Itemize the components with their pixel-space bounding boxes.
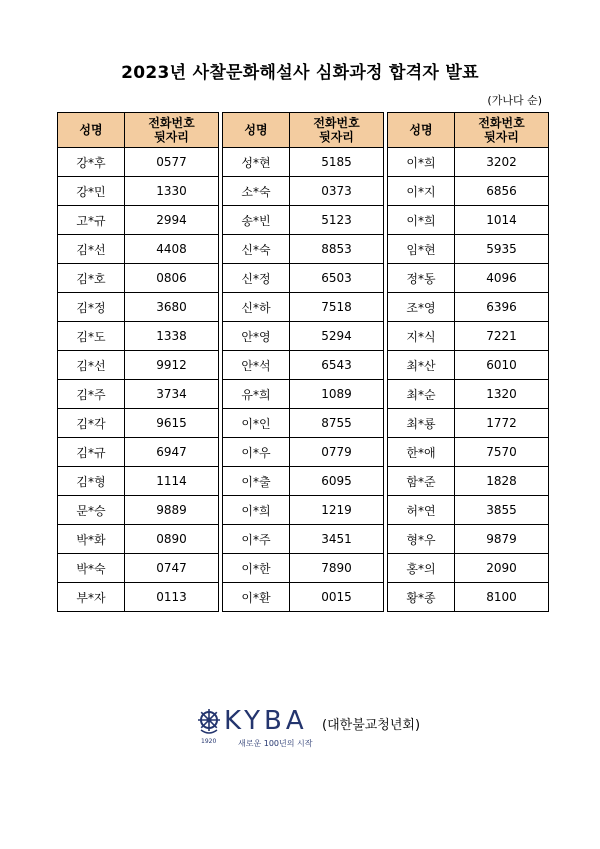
phone-header	[290, 113, 384, 148]
phone-last-digits: 8853	[290, 235, 384, 264]
table-row	[58, 525, 219, 554]
table-row	[223, 148, 384, 177]
founding-year: 1920	[201, 738, 217, 745]
applicant-name: 김*정	[58, 293, 125, 322]
phone-last-digits: 6396	[455, 293, 549, 322]
applicant-name: 이*우	[223, 438, 290, 467]
phone-header	[455, 113, 549, 148]
applicant-name: 문*승	[58, 496, 125, 525]
phone-last-digits: 7221	[455, 322, 549, 351]
name-header: 성명	[223, 113, 290, 148]
applicant-name: 이*주	[223, 525, 290, 554]
table-row	[223, 583, 384, 612]
applicant-name: 이*인	[223, 409, 290, 438]
table-row	[388, 583, 549, 612]
table-row	[223, 235, 384, 264]
applicant-name: 함*준	[388, 467, 455, 496]
kyba-logo	[192, 700, 432, 750]
applicant-name: 이*환	[223, 583, 290, 612]
organization-name: (대한불교청년회)	[322, 718, 421, 733]
table-row	[223, 409, 384, 438]
applicant-name: 황*종	[388, 583, 455, 612]
phone-last-digits: 1014	[455, 206, 549, 235]
phone-last-digits: 0015	[290, 583, 384, 612]
table-row	[58, 409, 219, 438]
table-row	[388, 322, 549, 351]
table-row	[58, 554, 219, 583]
phone-last-digits: 1219	[290, 496, 384, 525]
applicant-name: 고*규	[58, 206, 125, 235]
phone-last-digits: 6010	[455, 351, 549, 380]
applicant-name: 박*숙	[58, 554, 125, 583]
table-row	[58, 467, 219, 496]
applicant-name: 강*후	[58, 148, 125, 177]
table-header-row	[223, 113, 384, 148]
table-row	[223, 525, 384, 554]
applicant-name: 지*식	[388, 322, 455, 351]
applicant-name: 김*도	[58, 322, 125, 351]
table-row	[223, 554, 384, 583]
applicant-name: 김*호	[58, 264, 125, 293]
table-row	[223, 380, 384, 409]
applicant-name: 박*화	[58, 525, 125, 554]
phone-last-digits: 7570	[455, 438, 549, 467]
applicant-name: 유*희	[223, 380, 290, 409]
table-row	[388, 177, 549, 206]
table-row	[388, 293, 549, 322]
phone-last-digits: 1828	[455, 467, 549, 496]
applicant-name: 안*영	[223, 322, 290, 351]
phone-last-digits: 0577	[125, 148, 219, 177]
applicant-name: 이*희	[388, 206, 455, 235]
table-row	[58, 206, 219, 235]
table-row	[58, 380, 219, 409]
applicant-name: 신*정	[223, 264, 290, 293]
phone-header-line2: 뒷자리	[319, 130, 354, 144]
applicant-name: 홍*의	[388, 554, 455, 583]
table-row	[388, 554, 549, 583]
phone-header	[125, 113, 219, 148]
phone-last-digits: 1330	[125, 177, 219, 206]
applicant-name: 이*한	[223, 554, 290, 583]
phone-last-digits: 4096	[455, 264, 549, 293]
phone-last-digits: 3202	[455, 148, 549, 177]
roster-table-1	[57, 112, 219, 612]
table-row	[388, 206, 549, 235]
table-row	[223, 467, 384, 496]
roster-table-3	[387, 112, 549, 612]
name-header: 성명	[58, 113, 125, 148]
table-row	[388, 351, 549, 380]
phone-last-digits: 3734	[125, 380, 219, 409]
table-row	[58, 293, 219, 322]
applicant-name: 이*희	[223, 496, 290, 525]
phone-last-digits: 3451	[290, 525, 384, 554]
phone-last-digits: 2994	[125, 206, 219, 235]
table-row	[58, 148, 219, 177]
phone-last-digits: 1114	[125, 467, 219, 496]
table-row	[58, 351, 219, 380]
phone-last-digits: 5935	[455, 235, 549, 264]
phone-last-digits: 1772	[455, 409, 549, 438]
applicant-name: 이*희	[388, 148, 455, 177]
phone-last-digits: 0747	[125, 554, 219, 583]
table-row	[388, 467, 549, 496]
phone-last-digits: 9912	[125, 351, 219, 380]
phone-last-digits: 1320	[455, 380, 549, 409]
kyba-wordmark: KYBA	[224, 706, 308, 736]
phone-last-digits: 9879	[455, 525, 549, 554]
table-row	[388, 264, 549, 293]
applicant-name: 이*지	[388, 177, 455, 206]
phone-last-digits: 6503	[290, 264, 384, 293]
table-row	[58, 583, 219, 612]
phone-header-line2: 뒷자리	[154, 130, 189, 144]
applicant-name: 최*룡	[388, 409, 455, 438]
phone-last-digits: 5294	[290, 322, 384, 351]
applicant-name: 송*빈	[223, 206, 290, 235]
table-row	[223, 322, 384, 351]
phone-last-digits: 3855	[455, 496, 549, 525]
table-header-row	[58, 113, 219, 148]
phone-last-digits: 0779	[290, 438, 384, 467]
table-row	[58, 177, 219, 206]
applicant-name: 신*숙	[223, 235, 290, 264]
applicant-name: 김*선	[58, 235, 125, 264]
phone-last-digits: 7890	[290, 554, 384, 583]
table-row	[223, 496, 384, 525]
table-row	[388, 148, 549, 177]
applicant-name: 김*형	[58, 467, 125, 496]
phone-last-digits: 9889	[125, 496, 219, 525]
phone-last-digits: 3680	[125, 293, 219, 322]
table-row	[388, 235, 549, 264]
phone-last-digits: 2090	[455, 554, 549, 583]
table-row	[58, 438, 219, 467]
applicant-name: 조*영	[388, 293, 455, 322]
page-title: 2023년 사찰문화해설사 심화과정 합격자 발표	[121, 63, 479, 83]
phone-last-digits: 0890	[125, 525, 219, 554]
phone-last-digits: 9615	[125, 409, 219, 438]
phone-last-digits: 6947	[125, 438, 219, 467]
phone-header-line1: 전화번호	[148, 116, 195, 130]
phone-last-digits: 1089	[290, 380, 384, 409]
table-row	[58, 322, 219, 351]
slogan: 새로운 100년의 시작	[238, 739, 313, 748]
table-row	[58, 235, 219, 264]
applicant-name: 최*순	[388, 380, 455, 409]
phone-last-digits: 0373	[290, 177, 384, 206]
applicant-name: 성*현	[223, 148, 290, 177]
phone-last-digits: 5123	[290, 206, 384, 235]
applicant-name: 김*규	[58, 438, 125, 467]
table-row	[223, 264, 384, 293]
applicant-name: 부*자	[58, 583, 125, 612]
table-row	[388, 525, 549, 554]
table-header-row	[388, 113, 549, 148]
dharma-wheel-icon	[198, 708, 220, 736]
applicant-name: 정*동	[388, 264, 455, 293]
phone-header-line1: 전화번호	[313, 116, 360, 130]
phone-header-line1: 전화번호	[478, 116, 525, 130]
applicant-name: 형*우	[388, 525, 455, 554]
phone-header-line2: 뒷자리	[484, 130, 519, 144]
phone-last-digits: 7518	[290, 293, 384, 322]
name-header: 성명	[388, 113, 455, 148]
phone-last-digits: 8100	[455, 583, 549, 612]
applicant-name: 강*민	[58, 177, 125, 206]
table-row	[388, 496, 549, 525]
phone-last-digits: 1338	[125, 322, 219, 351]
table-row	[388, 409, 549, 438]
table-row	[58, 264, 219, 293]
phone-last-digits: 5185	[290, 148, 384, 177]
phone-last-digits: 6856	[455, 177, 549, 206]
applicant-name: 허*연	[388, 496, 455, 525]
applicant-name: 김*각	[58, 409, 125, 438]
phone-last-digits: 0806	[125, 264, 219, 293]
table-row	[58, 496, 219, 525]
applicant-name: 이*출	[223, 467, 290, 496]
table-row	[223, 293, 384, 322]
phone-last-digits: 4408	[125, 235, 219, 264]
applicant-name: 한*애	[388, 438, 455, 467]
applicant-name: 신*하	[223, 293, 290, 322]
table-row	[223, 351, 384, 380]
table-row	[388, 438, 549, 467]
table-row	[223, 438, 384, 467]
phone-last-digits: 6543	[290, 351, 384, 380]
applicant-name: 김*주	[58, 380, 125, 409]
phone-last-digits: 8755	[290, 409, 384, 438]
table-row	[223, 177, 384, 206]
table-row	[223, 206, 384, 235]
applicant-name: 안*석	[223, 351, 290, 380]
applicant-name: 김*선	[58, 351, 125, 380]
sort-note: (가나다 순)	[487, 94, 542, 107]
applicant-name: 임*현	[388, 235, 455, 264]
applicant-name: 소*숙	[223, 177, 290, 206]
table-row	[388, 380, 549, 409]
phone-last-digits: 0113	[125, 583, 219, 612]
roster-table-2	[222, 112, 384, 612]
phone-last-digits: 6095	[290, 467, 384, 496]
applicant-name: 최*산	[388, 351, 455, 380]
